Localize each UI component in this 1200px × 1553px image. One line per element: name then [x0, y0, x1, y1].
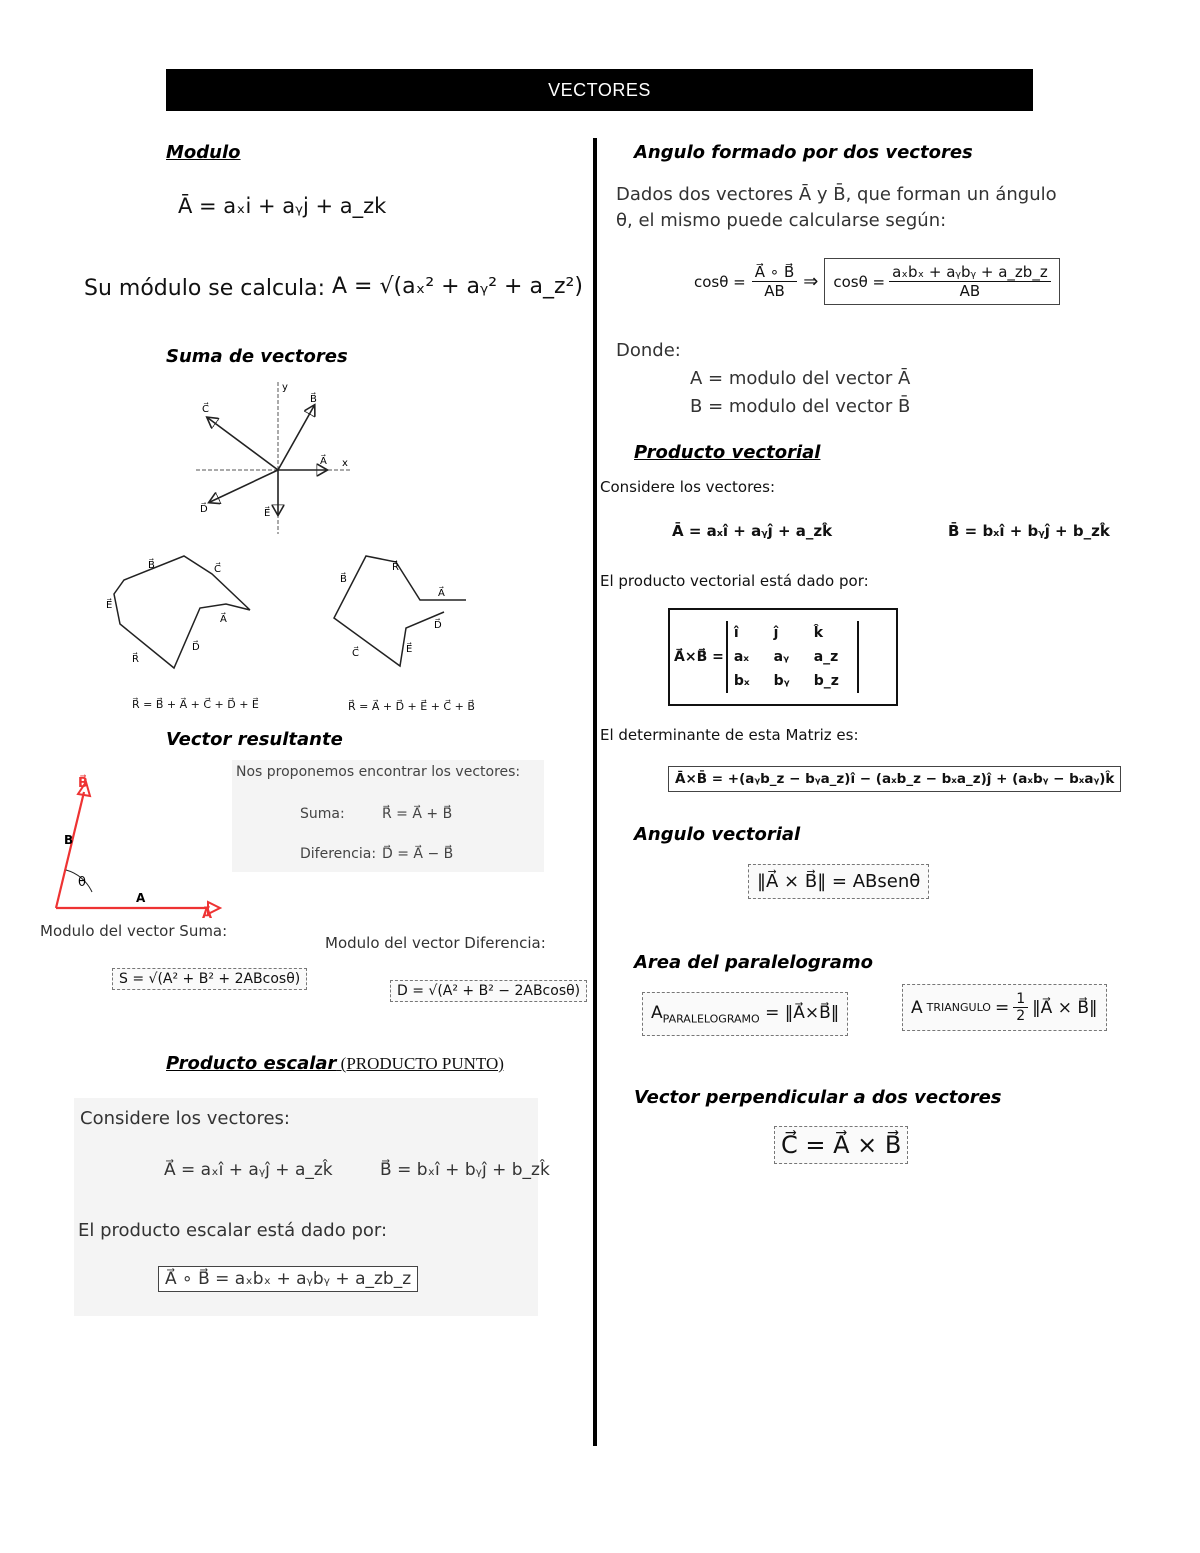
vector-d-arrow: [210, 470, 278, 502]
heading-producto-vectorial: Producto vectorial: [634, 442, 821, 463]
vector-b-arrow: [278, 406, 314, 470]
tri-eq-sign: =: [994, 997, 1010, 1018]
modulus-formula: A = √(aₓ² + aᵧ² + a_z²): [332, 274, 583, 299]
matrix-cell: ĵ: [773, 625, 779, 641]
vector-sum-diagram: [190, 378, 360, 536]
vec-label-a: A⃗: [320, 456, 327, 467]
modulus-label: Su módulo se calcula:: [84, 276, 325, 301]
vec-label-c: C⃗: [202, 404, 209, 415]
mod-suma-label: Modulo del vector Suma:: [40, 922, 228, 940]
poly-right-c: C⃗: [352, 648, 359, 659]
tri-side-a: A: [136, 891, 146, 905]
page-title-bar: [166, 69, 1033, 111]
par-sub: PARALELOGRAMO: [662, 1012, 760, 1026]
cos-num-2: aₓbₓ + aᵧbᵧ + a_zb_z: [889, 263, 1051, 282]
angulo-line2: θ, el mismo puede calcularse según:: [616, 210, 947, 231]
matrix-cell: î: [733, 625, 739, 641]
escalar-panel: [74, 1098, 550, 1316]
escalar-consider: Considere los vectores:: [80, 1108, 290, 1129]
escalar-vec-a: A⃗ = aₓî + aᵧĵ + a_zk̂: [164, 1160, 333, 1180]
suma-eq: R⃗ = A⃗ + B⃗: [382, 806, 453, 822]
tri-fraction: [1013, 991, 1028, 1024]
axis-y-label: y: [282, 382, 288, 393]
sum-eq-right: R⃗ = A⃗ + D⃗ + E⃗ + C⃗ + B⃗: [348, 700, 475, 713]
determinant-text: El determinante de esta Matriz es:: [600, 726, 859, 744]
tri-den: 2: [1016, 1008, 1026, 1024]
heading-modulo: Modulo: [166, 142, 241, 163]
tri-side-b: B: [64, 833, 74, 847]
vector-c-arrow: [208, 418, 278, 470]
vectorial-consider: Considere los vectores:: [600, 478, 775, 496]
matrix-row: [727, 645, 858, 669]
matrix-row: [727, 669, 858, 693]
heading-producto-punto: (PRODUCTO PUNTO): [336, 1054, 504, 1073]
mod-suma-formula: S = √(A² + B² + 2ABcosθ): [112, 968, 307, 990]
determinant-matrix: [726, 621, 859, 693]
vectorial-vec-b: B̄ = bₓî + bᵧĵ + b_zk̂: [948, 522, 1110, 540]
matrix-lhs: A⃗×B⃗ =: [674, 649, 724, 665]
diferencia-label: Diferencia:: [300, 846, 377, 862]
vectorial-vec-a: Ā = aₓî + aᵧĵ + a_zk̂: [672, 522, 833, 540]
par-rhs: = ‖A⃗×B⃗‖: [765, 1003, 840, 1023]
implies-sign: ⇒: [803, 271, 819, 292]
vec-label-b: B⃗: [310, 394, 317, 405]
poly-right-d: D⃗: [434, 620, 442, 631]
resultant-triangle-diagram: [38, 770, 228, 920]
matrix-cell: a_z: [813, 649, 839, 665]
matrix-cell: bᵧ: [773, 673, 790, 689]
poly-left-c: C⃗: [214, 564, 221, 575]
cos-lhs-2: cosθ =: [833, 272, 886, 291]
matrix-cell: aₓ: [733, 649, 750, 665]
matrix-cell: b_z: [813, 673, 839, 689]
angulo-line1: Dados dos vectores Ā y B̄, que forman un ángulo: [616, 184, 1057, 205]
def-b: B = modulo del vector B̄: [690, 396, 911, 417]
tri-vec-a: A⃗: [202, 907, 213, 920]
perpendicular-formula: C⃗ = A⃗ × B⃗: [774, 1126, 908, 1164]
suma-label: Suma:: [300, 806, 345, 822]
tri-lhs: A: [911, 997, 923, 1018]
poly-left-e: E⃗: [106, 600, 113, 611]
polygon-sum-right: [326, 548, 476, 674]
angulo-vectorial-formula: ‖A⃗ × B⃗‖ = ABsenθ: [748, 864, 929, 899]
resultant-intro: Nos proponemos encontrar los vectores:: [236, 764, 521, 780]
poly-right-a: A⃗: [438, 588, 445, 599]
sum-eq-left: R⃗ = B⃗ + A⃗ + C⃗ + D⃗ + E⃗: [132, 698, 259, 711]
tri-num: 1: [1013, 991, 1028, 1008]
cos-formula-row: [694, 258, 1060, 305]
heading-producto-escalar-row: [166, 1053, 504, 1074]
column-divider: [593, 138, 597, 1446]
area-paralelogramo-formula: [642, 992, 848, 1036]
par-lhs: A: [651, 1003, 663, 1023]
vectorial-given-by: El producto vectorial está dado por:: [600, 572, 869, 590]
cos-fraction-2: [889, 263, 1051, 300]
cos-den-2: AB: [959, 282, 981, 300]
matrix-cell: k̂: [813, 625, 823, 641]
page-title: VECTORES: [548, 79, 651, 100]
mod-dif-label: Modulo del vector Diferencia:: [325, 934, 546, 952]
mod-dif-formula: D = √(A² + B² − 2ABcosθ): [390, 980, 587, 1002]
heading-area-paralelogramo: Area del paralelogramo: [634, 952, 873, 973]
poly-left-r: R⃗: [132, 654, 139, 665]
vec-label-e: E⃗: [264, 508, 271, 519]
axis-x-label: x: [342, 458, 348, 469]
cos-lhs: cosθ =: [694, 272, 746, 291]
escalar-given-by: El producto escalar está dado por:: [78, 1220, 388, 1241]
heading-producto-escalar: Producto escalar: [166, 1053, 337, 1074]
poly-right-r: R⃗: [392, 562, 399, 573]
cross-product-matrix-box: [668, 608, 898, 706]
vec-label-d: D⃗: [200, 504, 208, 515]
donde-label: Donde:: [616, 340, 681, 361]
cos-num: A⃗ ∘ B⃗: [752, 263, 797, 282]
polygon-sum-left: [100, 550, 260, 678]
cos-fraction: [752, 263, 797, 300]
heading-angulo-formado: Angulo formado por dos vectores: [634, 142, 973, 163]
tri-theta: θ: [78, 875, 86, 890]
poly-left-a: A⃗: [220, 614, 227, 625]
formula-vector-a: Ā = aₓi + aᵧj + a_zk: [178, 194, 387, 218]
escalar-vec-b: B⃗ = bₓî + bᵧĵ + b_zk̂: [380, 1160, 550, 1180]
heading-vector-perpendicular: Vector perpendicular a dos vectores: [634, 1087, 1002, 1108]
heading-angulo-vectorial: Angulo vectorial: [634, 824, 801, 845]
cos-boxed-formula: [824, 258, 1059, 305]
matrix-cell: bₓ: [733, 673, 750, 689]
matrix-cell: aᵧ: [773, 649, 790, 665]
poly-left-d: D⃗: [192, 642, 200, 653]
tri-sub: TRIANGULO: [926, 1001, 991, 1014]
tri-rhs: ‖A⃗ × B⃗‖: [1032, 997, 1098, 1018]
determinant-formula: Ā×B̄ = +(aᵧb_z − bᵧa_z)î − (aₓb_z − bₓa_z)ĵ + (aₓbᵧ − bₓaᵧ)k̂: [668, 766, 1121, 792]
heading-suma-vectores: Suma de vectores: [166, 346, 348, 367]
tri-vec-b: B⃗: [78, 776, 88, 791]
heading-vector-resultante: Vector resultante: [166, 729, 343, 750]
escalar-result: A⃗ ∘ B⃗ = aₓbₓ + aᵧbᵧ + a_zb_z: [158, 1266, 418, 1292]
def-a: A = modulo del vector Ā: [690, 368, 911, 389]
poly-left-b: B⃗: [148, 560, 155, 571]
poly-right-e: E⃗: [406, 644, 413, 655]
matrix-row: [727, 621, 858, 645]
resultant-definitions-panel: [232, 760, 544, 872]
area-triangulo-formula: [902, 984, 1107, 1031]
diferencia-eq: D⃗ = A⃗ − B⃗: [382, 846, 454, 862]
poly-right-b: B⃗: [340, 574, 347, 585]
cos-den: AB: [764, 282, 785, 300]
